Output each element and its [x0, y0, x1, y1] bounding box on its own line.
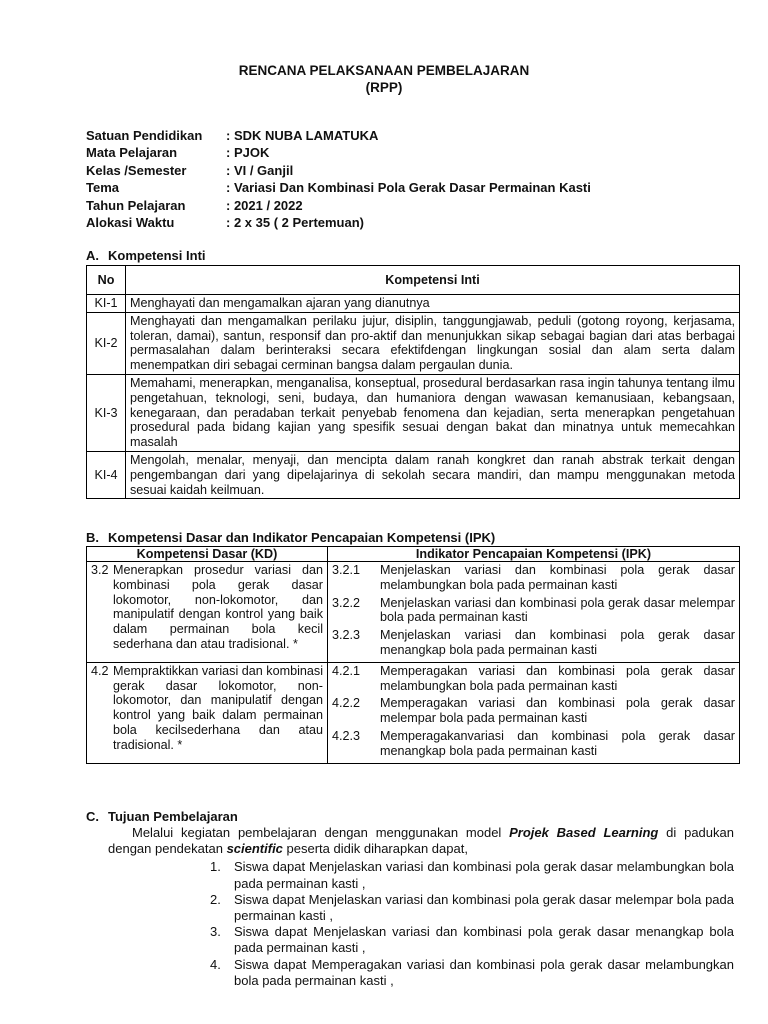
indicator-text: Menjelaskan variasi dan kombinasi pola gerak dasar melambungkan bola pada permainan kasti [380, 563, 735, 592]
section-letter: C. [86, 809, 99, 824]
table-row [87, 562, 740, 663]
ipk-cell [328, 662, 740, 763]
intro-part: di padukan dengan pendekatan [108, 825, 734, 857]
ki-text: Mengolah, menalar, menyaji, dan mencipta dalam ranah kongkret dan ranah abstrak terkait dengan pengembangan dari yang dipelajarinya di sekolah secara mandiri, dan mampu menggunakan metoda sesuai kaidah keilmuan. [126, 451, 740, 498]
indicator-item [332, 664, 735, 694]
kd-cell [87, 662, 328, 763]
identity-row [86, 127, 591, 144]
identity-label: Tahun Pelajaran [86, 197, 186, 213]
table-row [87, 662, 740, 763]
indicator-number: 4.2.1 [332, 663, 361, 678]
indicator-number: 3.2.3 [332, 628, 361, 643]
intro-part: Melalui kegiatan pembelajaran dengan menggunakan model [132, 825, 510, 840]
kd-number: 3.2 [91, 563, 109, 577]
column-header-no: No [87, 266, 126, 295]
ki-number: KI-2 [87, 312, 126, 374]
identity-label: Tema [86, 180, 119, 196]
ki-number: KI-1 [87, 295, 126, 313]
table-row [87, 295, 740, 313]
section-letter: A. [86, 248, 99, 263]
identity-value: : Variasi Dan Kombinasi Pola Gerak Dasar Permainan Kasti [226, 180, 591, 196]
objectives-intro [108, 825, 734, 857]
list-item [210, 859, 734, 891]
ki-text: Menghayati dan mengamalkan ajaran yang dianutnya [126, 295, 740, 313]
section-title: Kompetensi Dasar dan Indikator Pencapaian Kompetensi (IPK) [108, 530, 496, 545]
indicator-item [332, 596, 735, 626]
item-text: Siswa dapat Menjelaskan variasi dan kombinasi pola gerak dasar melambungkan bola pada permainan kasti , [234, 859, 734, 891]
identity-row [86, 144, 591, 161]
ki-number: KI-4 [87, 451, 126, 498]
item-text: Siswa dapat Menjelaskan variasi dan kombinasi pola gerak dasar menangkap bola pada permainan kasti , [234, 924, 734, 956]
section-letter: B. [86, 530, 99, 545]
identity-label: Mata Pelajaran [86, 145, 178, 161]
ki-text: Menghayati dan mengamalkan perilaku jujur, disiplin, tanggungjawab, peduli (gotong royong, kerjasama, toleran, damai), santun, responsif dan pro-aktif dan menunjukkan sikap sebagai bagian dari atas berbagai permasalahan dalam berinteraksi secara efektifdengan lingkungan sosial dan alam serta dalam menempatkan diri sebagai cerminan bangsa dalam pergaulan dunia. [126, 312, 740, 374]
identity-value: : VI / Ganjil [226, 162, 294, 178]
column-header-ki: Kompetensi Inti [126, 266, 740, 295]
item-text: Siswa dapat Menjelaskan variasi dan kombinasi pola gerak dasar melempar bola pada permainan kasti , [234, 891, 734, 924]
kd-text: Mempraktikkan variasi dan kombinasi gerak dasar lokomotor, non-lokomotor, dan manipulatif dengan kontrol yang baik dalam permainan bola kecilsederhana dan atau tradisional. * [113, 663, 323, 752]
ki-text: Memahami, menerapkan, menganalisa, konseptual, prosedural berdasarkan rasa ingin tahunya tentang ilmu pengetahuan, teknologi, seni, budaya, dan humaniora dengan wawasan kemanusiaan, kebangsaan, kenegaraan, dan peradaban terkait penyebab fenomena dan kejadian, serta menerapkan pengetahuan prosedural pada bidang kajian yang spesifik sesuai dengan bakat dan minatnya untuk memecahkan masalah [126, 374, 740, 451]
table-header-row [87, 547, 740, 562]
indicator-item [332, 628, 735, 658]
section-title: Tujuan Pembelajaran [108, 809, 238, 824]
kompetensi-inti-table [86, 265, 740, 499]
item-number: 3. [210, 924, 221, 940]
identity-value: : PJOK [226, 145, 270, 161]
indicator-number: 3.2.1 [332, 563, 361, 577]
identity-row [86, 214, 591, 231]
learning-objectives [108, 825, 734, 989]
identity-row [86, 162, 591, 179]
learning-approach: scientific [226, 841, 283, 857]
column-header-kd: Kompetensi Dasar (KD) [87, 547, 328, 562]
objectives-list [108, 859, 734, 989]
item-number: 4. [210, 956, 221, 972]
identity-value: : 2 x 35 ( 2 Pertemuan) [226, 215, 364, 231]
identity-label: Kelas /Semester [86, 162, 187, 178]
indicator-text: Menjelaskan variasi dan kombinasi pola gerak dasar melempar bola pada permainan kasti [380, 595, 735, 625]
section-c-heading [86, 809, 238, 825]
indicator-item [332, 729, 735, 759]
item-number: 1. [210, 859, 221, 875]
identity-block [86, 127, 591, 231]
title-line-1: RENCANA PELAKSANAAN PEMBELAJARAN [238, 63, 530, 78]
identity-row [86, 179, 591, 196]
learning-model: Projek Based Learning [509, 825, 659, 840]
title-line-2: (RPP) [365, 80, 403, 95]
indicator-item [332, 696, 735, 726]
indicator-text: Memperagakan variasi dan kombinasi pola gerak dasar melambungkan bola pada permainan kasti [380, 663, 735, 693]
indicator-item [332, 563, 735, 593]
kd-cell [87, 562, 328, 663]
indicator-text: Memperagakanvariasi dan kombinasi pola gerak dasar menangkap bola pada permainan kasti [380, 728, 735, 758]
identity-label: Alokasi Waktu [86, 215, 175, 231]
ipk-cell [328, 562, 740, 663]
ki-number: KI-3 [87, 374, 126, 451]
kd-ipk-table [86, 546, 740, 764]
table-row [87, 374, 740, 451]
list-item [210, 892, 734, 924]
indicator-text: Memperagakan variasi dan kombinasi pola gerak dasar melempar bola pada permainan kasti [380, 696, 735, 726]
table-row [87, 451, 740, 498]
identity-value: : 2021 / 2022 [226, 197, 303, 213]
list-item [210, 924, 734, 956]
document-title [0, 62, 768, 96]
table-header-row [87, 266, 740, 295]
indicator-number: 4.2.3 [332, 728, 361, 743]
intro-part: peserta didik diharapkan dapat, [282, 841, 468, 857]
indicator-number: 3.2.2 [332, 595, 361, 610]
section-a-heading [86, 248, 206, 264]
list-item [210, 957, 734, 989]
item-text: Siswa dapat Memperagakan variasi dan kombinasi pola gerak dasar melambungkan bola pada permainan kasti , [234, 956, 734, 988]
table-row [87, 312, 740, 374]
identity-value: : SDK NUBA LAMATUKA [226, 128, 379, 143]
indicator-number: 4.2.2 [332, 696, 361, 711]
section-b-heading [86, 530, 495, 546]
identity-label: Satuan Pendidikan [86, 128, 203, 143]
kd-text: Menerapkan prosedur variasi dan kombinasi pola gerak dasar lokomotor, non-lokomotor, dan manipulatif dengan kontrol yang baik dalam permainan bola kecil sederhana dan atau tradisional. * [113, 563, 323, 651]
column-header-ipk: Indikator Pencapaian Kompetensi (IPK) [328, 547, 740, 562]
kd-number: 4.2 [91, 663, 109, 678]
section-title: Kompetensi Inti [108, 248, 206, 263]
indicator-text: Menjelaskan variasi dan kombinasi pola gerak dasar menangkap bola pada permainan kasti [380, 628, 735, 657]
identity-row [86, 197, 591, 214]
item-number: 2. [210, 891, 221, 907]
